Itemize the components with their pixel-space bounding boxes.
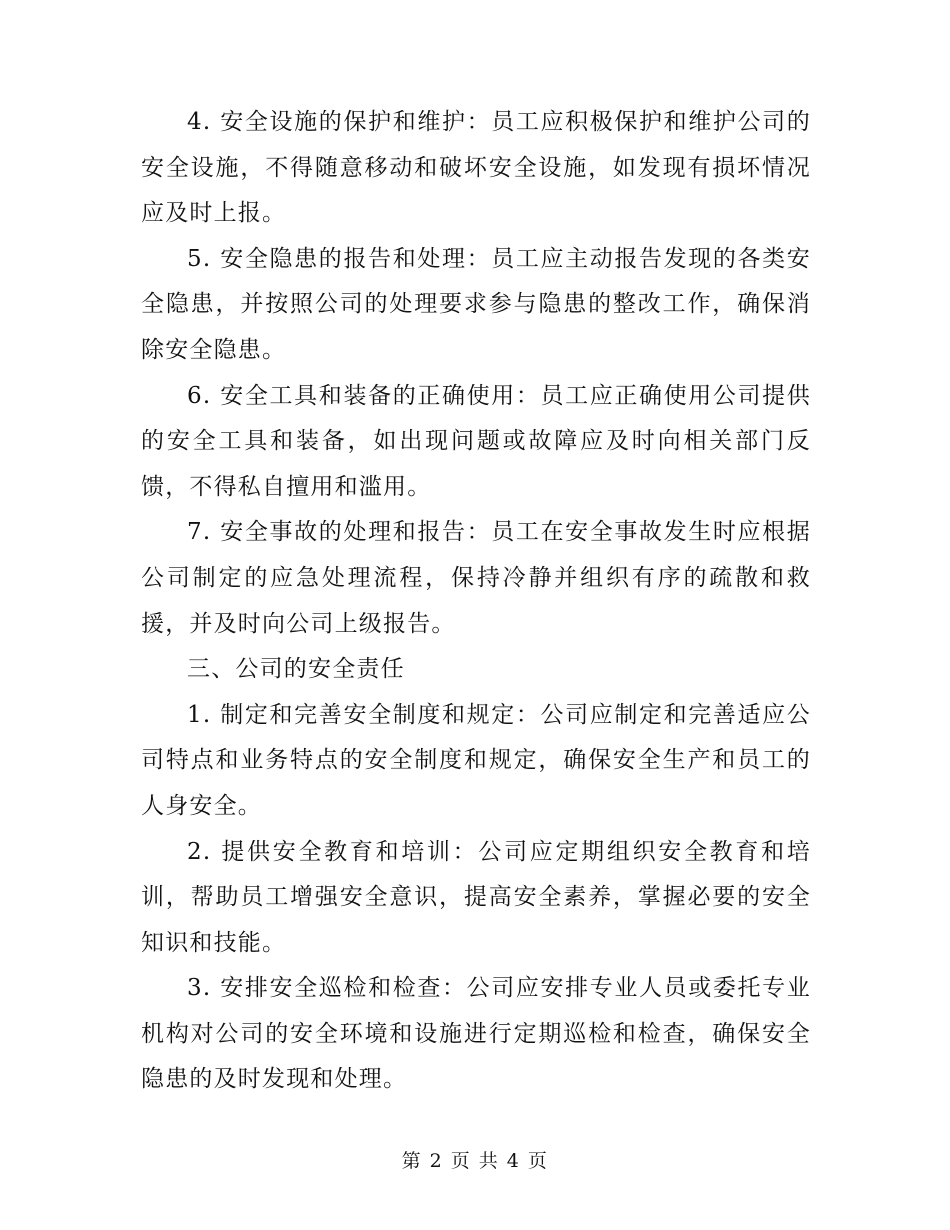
- paragraph-item-7: 7. 安全事故的处理和报告：员工在安全事故发生时应根据公司制定的应急处理流程，保持冷静并组织有序的疏散和救援，并及时向公司上级报告。: [141, 519, 811, 637]
- section-paragraph-1: 1. 制定和完善安全制度和规定：公司应制定和完善适应公司特点和业务特点的安全制度和规定，确保安全生产和员工的人身安全。: [141, 701, 811, 819]
- section-paragraph-3: 3. 安排安全巡检和检查：公司应安排专业人员或委托专业机构对公司的安全环境和设施进行定期巡检和检查，确保安全隐患的及时发现和处理。: [141, 975, 811, 1093]
- section-paragraph-2: 2. 提供安全教育和培训：公司应定期组织安全教育和培训，帮助员工增强安全意识，提高安全素养，掌握必要的安全知识和技能。: [141, 838, 811, 956]
- page-footer: 第 2 页 共 4 页: [401, 1150, 549, 1172]
- section-heading: 三、公司的安全责任: [187, 656, 405, 683]
- paragraph-item-6: 6. 安全工具和装备的正确使用：员工应正确使用公司提供的安全工具和装备，如出现问题或故障应及时向相关部门反馈，不得私自擅用和滥用。: [141, 382, 811, 500]
- paragraph-item-4: 4. 安全设施的保护和维护：员工应积极保护和维护公司的安全设施，不得随意移动和破坏安全设施，如发现有损坏情况应及时上报。: [141, 109, 811, 227]
- paragraph-item-5: 5. 安全隐患的报告和处理：员工应主动报告发现的各类安全隐患，并按照公司的处理要求参与隐患的整改工作，确保消除安全隐患。: [141, 245, 811, 363]
- document-body: [141, 100, 811, 1103]
